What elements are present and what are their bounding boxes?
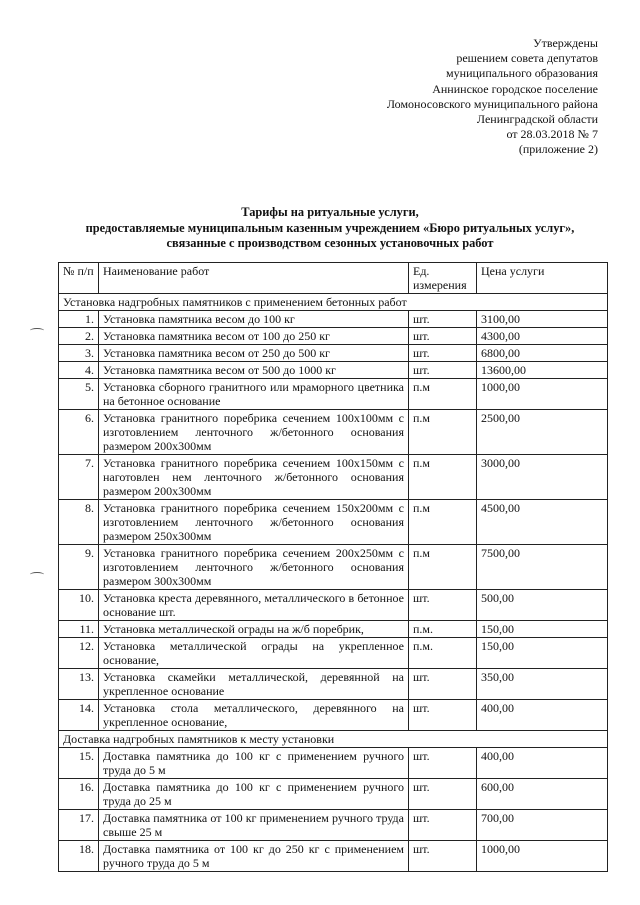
row-service-name: Установка металлической ограды на ж/б поребрик, (99, 621, 409, 638)
table-row (59, 328, 608, 345)
row-service-name: Установка металлической ограды на укрепленное основание, (99, 638, 409, 669)
row-unit: шт. (409, 700, 477, 731)
row-unit: шт. (409, 779, 477, 810)
row-unit: п.м (409, 545, 477, 590)
approval-line: (приложение 2) (518, 142, 598, 157)
table-body (59, 294, 608, 872)
table-row (59, 545, 608, 590)
table-row (59, 748, 608, 779)
row-unit: шт. (409, 748, 477, 779)
approval-line: Ломоносовского муниципального района (386, 96, 598, 111)
row-number: 2. (59, 328, 99, 345)
table-header-row (59, 263, 608, 294)
section-row (59, 731, 608, 748)
row-service-name: Установка памятника весом от 100 до 250 кг (99, 328, 409, 345)
row-number: 14. (59, 700, 99, 731)
row-unit: п.м (409, 455, 477, 500)
row-number: 15. (59, 748, 99, 779)
row-number: 3. (59, 345, 99, 362)
margin-mark (30, 572, 44, 577)
row-number: 8. (59, 500, 99, 545)
approval-line: Аннинское городское поселение (432, 81, 598, 96)
row-service-name: Установка скамейки металлической, деревянной на укрепленное основание (99, 669, 409, 700)
row-unit: шт. (409, 362, 477, 379)
table-row (59, 810, 608, 841)
row-service-name: Доставка памятника до 100 кг с применением ручного труда до 5 м (99, 748, 409, 779)
header-number: № п/п (59, 263, 99, 294)
title-line-2: предоставляемые муниципальным казенным учреждением «Бюро ритуальных услуг», (85, 220, 575, 235)
row-unit: шт. (409, 841, 477, 872)
row-service-name: Доставка памятника от 100 кг применением ручного труда свыше 25 м (99, 810, 409, 841)
row-number: 18. (59, 841, 99, 872)
row-price: 6800,00 (477, 345, 608, 362)
header-price: Цена услуги (477, 263, 608, 294)
row-unit: шт. (409, 311, 477, 328)
section-title-installation: Установка надгробных памятников с применением бетонных работ (59, 294, 608, 311)
table-row (59, 638, 608, 669)
row-price: 4500,00 (477, 500, 608, 545)
row-number: 7. (59, 455, 99, 500)
table-row (59, 621, 608, 638)
row-service-name: Установка гранитного поребрика сечением 100х100мм с изготовлением ленточного ж/бетонного основания размером 200х300мм (99, 410, 409, 455)
row-service-name: Установка гранитного поребрика сечением 150х200мм с изготовлением ленточного ж/бетонного основания размером 250х300мм (99, 500, 409, 545)
row-price: 500,00 (477, 590, 608, 621)
row-price: 4300,00 (477, 328, 608, 345)
table-row (59, 455, 608, 500)
approval-line: решением совета депутатов (456, 51, 598, 66)
table-row (59, 779, 608, 810)
row-price: 400,00 (477, 748, 608, 779)
table-row (59, 500, 608, 545)
title-line-3: связанные с производством сезонных установочных работ (166, 236, 494, 250)
row-unit: шт. (409, 810, 477, 841)
row-unit: шт. (409, 669, 477, 700)
row-price: 600,00 (477, 779, 608, 810)
row-service-name: Установка памятника весом до 100 кг (99, 311, 409, 328)
table-row (59, 379, 608, 410)
table-row (59, 841, 608, 872)
row-price: 7500,00 (477, 545, 608, 590)
row-service-name: Доставка памятника от 100 кг до 250 кг с применением ручного труда до 5 м (99, 841, 409, 872)
row-service-name: Установка гранитного поребрика сечением 200х250мм с изготовлением ленточного ж/бетонного основания размером 300х300мм (99, 545, 409, 590)
row-service-name: Доставка памятника до 100 кг с применением ручного труда до 25 м (99, 779, 409, 810)
margin-mark (30, 328, 44, 333)
row-price: 1000,00 (477, 841, 608, 872)
table-row (59, 345, 608, 362)
row-service-name: Установка креста деревянного, металлического в бетонное основание шт. (99, 590, 409, 621)
row-service-name: Установка стола металлического, деревянного на укрепленное основание, (99, 700, 409, 731)
approval-line: Ленинградской области (476, 112, 598, 127)
row-unit: п.м (409, 410, 477, 455)
row-service-name: Установка сборного гранитного или мраморного цветника на бетонное основание (99, 379, 409, 410)
row-number: 13. (59, 669, 99, 700)
row-unit: шт. (409, 328, 477, 345)
row-number: 16. (59, 779, 99, 810)
row-price: 13600,00 (477, 362, 608, 379)
row-number: 6. (59, 410, 99, 455)
row-price: 150,00 (477, 638, 608, 669)
row-number: 12. (59, 638, 99, 669)
row-price: 400,00 (477, 700, 608, 731)
row-number: 10. (59, 590, 99, 621)
header-unit: Ед. измерения (409, 263, 477, 294)
approval-line: Утверждены (533, 36, 598, 50)
approval-block (298, 36, 598, 158)
row-service-name: Установка гранитного поребрика сечением 100х150мм с наготовлен нем ленточного ж/бетонного основания размером 200х300мм (99, 455, 409, 500)
title-line-1: Тарифы на ритуальные услуги, (241, 205, 419, 219)
approval-line: от 28.03.2018 № 7 (506, 127, 598, 142)
row-price: 3000,00 (477, 455, 608, 500)
row-price: 150,00 (477, 621, 608, 638)
row-price: 1000,00 (477, 379, 608, 410)
row-price: 3100,00 (477, 311, 608, 328)
row-number: 9. (59, 545, 99, 590)
row-number: 11. (59, 621, 99, 638)
section-row (59, 294, 608, 311)
row-unit: шт. (409, 590, 477, 621)
row-number: 17. (59, 810, 99, 841)
row-number: 5. (59, 379, 99, 410)
row-service-name: Установка памятника весом от 250 до 500 кг (99, 345, 409, 362)
row-unit: п.м. (409, 638, 477, 669)
row-service-name: Установка памятника весом от 500 до 1000 кг (99, 362, 409, 379)
row-price: 2500,00 (477, 410, 608, 455)
row-unit: п.м (409, 379, 477, 410)
row-number: 1. (59, 311, 99, 328)
approval-line: муниципального образования (446, 66, 598, 81)
row-unit: шт. (409, 345, 477, 362)
row-price: 700,00 (477, 810, 608, 841)
row-price: 350,00 (477, 669, 608, 700)
document-title (40, 205, 620, 252)
table-row (59, 700, 608, 731)
table-row (59, 669, 608, 700)
table-row (59, 311, 608, 328)
tariffs-table (58, 262, 608, 872)
header-name: Наименование работ (99, 263, 409, 294)
section-title-delivery: Доставка надгробных памятников к месту установки (59, 731, 608, 748)
row-number: 4. (59, 362, 99, 379)
row-unit: п.м (409, 500, 477, 545)
table-row (59, 590, 608, 621)
row-unit: п.м. (409, 621, 477, 638)
table-row (59, 362, 608, 379)
table-row (59, 410, 608, 455)
